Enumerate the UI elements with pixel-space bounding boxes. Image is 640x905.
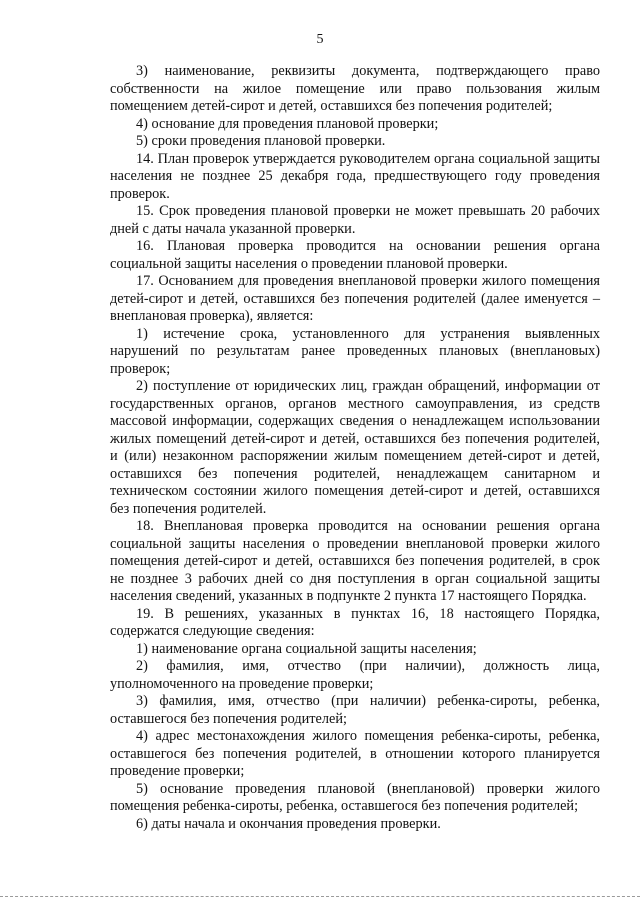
paragraph-clause-19-item-4: 4) адрес местонахождения жилого помещения ребенка-сироты, ребенка, оставшегося без попечения родителей, в отношении которого планируется проведение проверки; bbox=[110, 728, 600, 779]
document-body bbox=[110, 63, 600, 833]
paragraph-clause-19-item-6: 6) даты начала и окончания проведения проверки. bbox=[136, 815, 441, 832]
paragraph-clause-16: 16. Плановая проверка проводится на основании решения органа социальной защиты населения о проведении плановой проверки. bbox=[110, 238, 600, 272]
paragraph-clause-19-item-1: 1) наименование органа социальной защиты населения; bbox=[136, 640, 477, 657]
page-number: 5 bbox=[316, 32, 324, 47]
paragraph-clause-19-item-2: 2) фамилия, имя, отчество (при наличии), должность лица, уполномоченного на проведение проверки; bbox=[110, 658, 600, 692]
paragraph-clause-17-item-1: 1) истечение срока, установленного для устранения выявленных нарушений по результатам ранее проведенных плановых (внеплановых) проверок; bbox=[110, 325, 600, 377]
paragraph-clause-18: 18. Внеплановая проверка проводится на основании решения органа социальной защиты населения о проведении внеплановой проверки жилого помещения детей-сирот и детей, оставшихся без попечения родителей, в срок не позднее 3 рабочих дней со дня поступления в орган социальной защиты населения сведений, указанных в подпункте 2 пункта 17 настоящего Порядка. bbox=[110, 518, 600, 604]
paragraph-clause-14: 14. План проверок утверждается руководителем органа социальной защиты населения не позднее 25 декабря года, предшествующего году проведения проверок. bbox=[110, 150, 600, 202]
paragraph-item-5: 5) сроки проведения плановой проверки. bbox=[136, 133, 386, 149]
paragraph-clause-19-item-5: 5) основание проведения плановой (внеплановой) проверки жилого помещения ребенка-сироты, ребенка, оставшегося без попечения родителей; bbox=[110, 780, 600, 814]
paragraph-clause-19: 19. В решениях, указанных в пунктах 16, 18 настоящего Порядка, содержатся следующие сведения: bbox=[110, 605, 600, 639]
scan-edge-line bbox=[0, 896, 640, 897]
paragraph-clause-19-item-3: 3) фамилия, имя, отчество (при наличии) ребенка-сироты, ребенка, оставшегося без попечения родителей; bbox=[110, 693, 600, 727]
paragraph-clause-17-item-2: 2) поступление от юридических лиц, граждан обращений, информации от государственных органов, органов местного самоуправления, из средств массовой информации, содержащих сведения о ненадлежащем использовании жилых помещений детей-сирот и детей, оставшихся без попечения родителей, и (или) незаконном распоряжении жилым помещением детей-сирот и детей, оставшихся без попечения родителей, ненадлежащем санитарном и техническом состоянии жилого помещения детей-сирот и детей, оставшихся без попечения родителей. bbox=[110, 378, 600, 517]
paragraph-item-4: 4) основание для проведения плановой проверки; bbox=[136, 115, 439, 132]
paragraph-clause-15: 15. Срок проведения плановой проверки не может превышать 20 рабочих дней с даты начала указанной проверки. bbox=[110, 203, 600, 237]
paragraph-item-3: 3) наименование, реквизиты документа, подтверждающего право собственности на жилое помещение или право пользования жилым помещением детей-сирот и детей, оставшихся без попечения родителей; bbox=[110, 63, 600, 114]
paragraph-clause-17: 17. Основанием для проведения внеплановой проверки жилого помещения детей-сирот и детей, оставшихся без попечения родителей (далее именуется – внеплановая проверка), является: bbox=[110, 273, 600, 324]
